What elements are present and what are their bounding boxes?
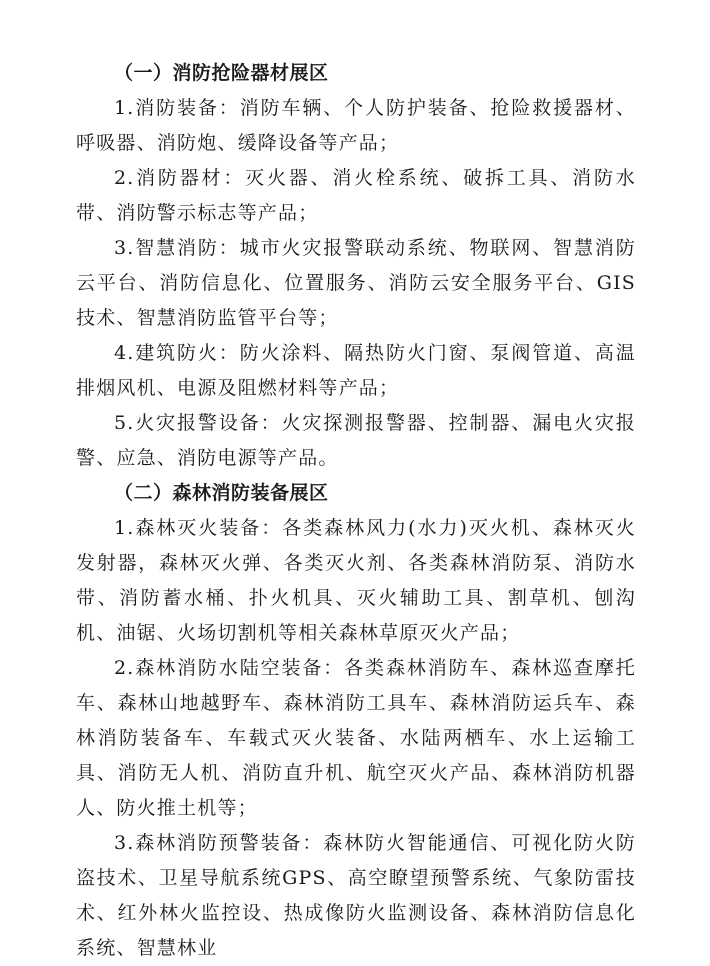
paragraph-forest-warning: 3.森林消防预警装备：森林防火智能通信、可视化防火防盗技术、卫星导航系统GPS、高空瞭望预警系统、气象防雷技术、红外林火监控设、热成像防火监测设备、森林消防信息化系统、智慧林业 bbox=[76, 832, 636, 959]
paragraph-fire-equipment: 1.消防装备：消防车辆、个人防护装备、抢险救援器材、呼吸器、消防炮、缓降设备等产品； bbox=[76, 97, 636, 154]
paragraph-fire-apparatus: 2.消防器材：灭火器、消火栓系统、破拆工具、消防水带、消防警示标志等产品； bbox=[76, 167, 636, 224]
paragraph-building-fire-protection: 4.建筑防火：防火涂料、隔热防火门窗、泵阀管道、高温排烟风机、电源及阻燃材料等产品； bbox=[76, 342, 636, 399]
section-heading-forest-fire: （二）森林消防装备展区 bbox=[114, 482, 329, 504]
section-heading-fire-rescue: （一）消防抢险器材展区 bbox=[114, 62, 329, 84]
paragraph-smart-fire: 3.智慧消防：城市火灾报警联动系统、物联网、智慧消防云平台、消防信息化、位置服务、消防云安全服务平台、GIS技术、智慧消防监管平台等； bbox=[76, 237, 636, 329]
paragraph-forest-vehicles: 2.森林消防水陆空装备：各类森林消防车、森林巡查摩托车、森林山地越野车、森林消防工具车、森林消防运兵车、森林消防装备车、车载式灭火装备、水陆两栖车、水上运输工具、消防无人机、消防直升机、航空灭火产品、森林消防机器人、防火推土机等； bbox=[76, 657, 636, 819]
document-page bbox=[76, 56, 636, 966]
paragraph-fire-alarm: 5.火灾报警设备：火灾探测报警器、控制器、漏电火灾报警、应急、消防电源等产品。 bbox=[76, 412, 636, 469]
paragraph-forest-extinguishing: 1.森林灭火装备：各类森林风力(水力)灭火机、森林灭火发射器，森林灭火弹、各类灭火剂、各类森林消防泵、消防水带、消防蓄水桶、扑火机具、灭火辅助工具、割草机、刨沟机、油锯、火场切割机等相关森林草原灭火产品； bbox=[76, 517, 636, 644]
